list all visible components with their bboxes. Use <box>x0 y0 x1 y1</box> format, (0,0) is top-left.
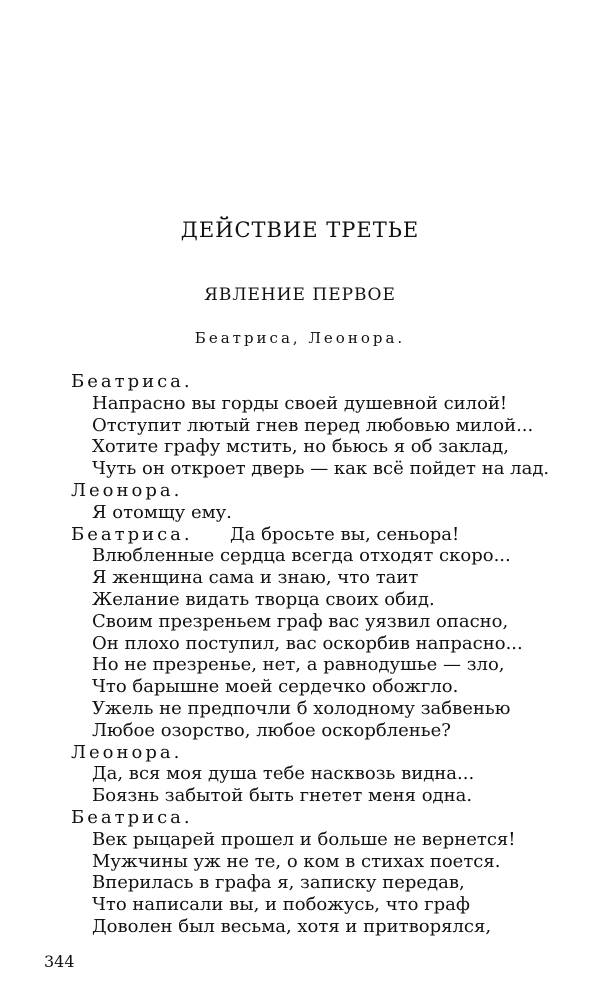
verse-line: Напрасно вы горды своей душевной силой! <box>92 392 508 414</box>
verse-line: Но не презренье, нет, а равнодушье — зло, <box>92 654 505 676</box>
verse-line: Что барышне моей сердечко обожгло. <box>92 676 459 698</box>
speaker-name: Беатриса. <box>71 371 193 392</box>
verse-line: Ужель не предпочли б холодному забвенью <box>92 697 511 719</box>
verse-line: Своим презреньем граф вас уязвил опасно, <box>92 610 509 632</box>
verse-fragment: Да бросьте вы, сеньора! <box>230 523 460 545</box>
verse-line: Да, вся моя душа тебе насквозь видна... <box>92 763 475 785</box>
cast-list: Беатриса, Леонора. <box>194 329 406 347</box>
verse-line: Мужчины уж не те, о ком в стихах поется. <box>92 850 501 872</box>
verse-line-with-speaker <box>71 524 571 546</box>
verse-line: Влюбленные сердца всегда отходят скоро... <box>92 545 511 567</box>
verse-line: Век рыцарей прошел и больше не вернется! <box>92 828 516 850</box>
page-number: 344 <box>44 952 75 971</box>
scene-title: ЯВЛЕНИЕ ПЕРВОЕ <box>204 285 396 305</box>
verse-line: Хотите графу мстить, но бьюсь я об заклад, <box>92 436 509 458</box>
verse-line: Чуть он откроет дверь — как всё пойдет на лад. <box>92 458 550 480</box>
verse-line: Отступит лютый гнев перед любовью милой... <box>92 414 534 436</box>
verse-line: Он плохо поступил, вас оскорбив напрасно... <box>92 632 523 654</box>
play-text <box>71 371 571 938</box>
verse-line: Доволен был весьма, хотя и притворялся, <box>92 915 492 937</box>
speaker-name: Беатриса. <box>71 523 193 545</box>
speaker-name: Беатриса. <box>71 806 193 828</box>
speaker-name: Леонора. <box>71 741 183 763</box>
verse-line: Что написали вы, и побожусь, что граф <box>92 894 470 916</box>
verse-line: Вперилась в графа я, записку передав, <box>92 872 465 894</box>
verse-line: Любое озорство, любое оскорбленье? <box>92 719 451 741</box>
verse-line: Я отомщу ему. <box>92 501 232 523</box>
act-title: ДЕЙСТВИЕ ТРЕТЬЕ <box>180 218 420 242</box>
verse-line: Желание видать творца своих обид. <box>92 588 435 610</box>
speaker-name: Леонора. <box>71 479 183 501</box>
verse-line: Боязнь забытой быть гнетет меня одна. <box>92 785 473 807</box>
verse-line: Я женщина сама и знаю, что таит <box>92 567 419 589</box>
